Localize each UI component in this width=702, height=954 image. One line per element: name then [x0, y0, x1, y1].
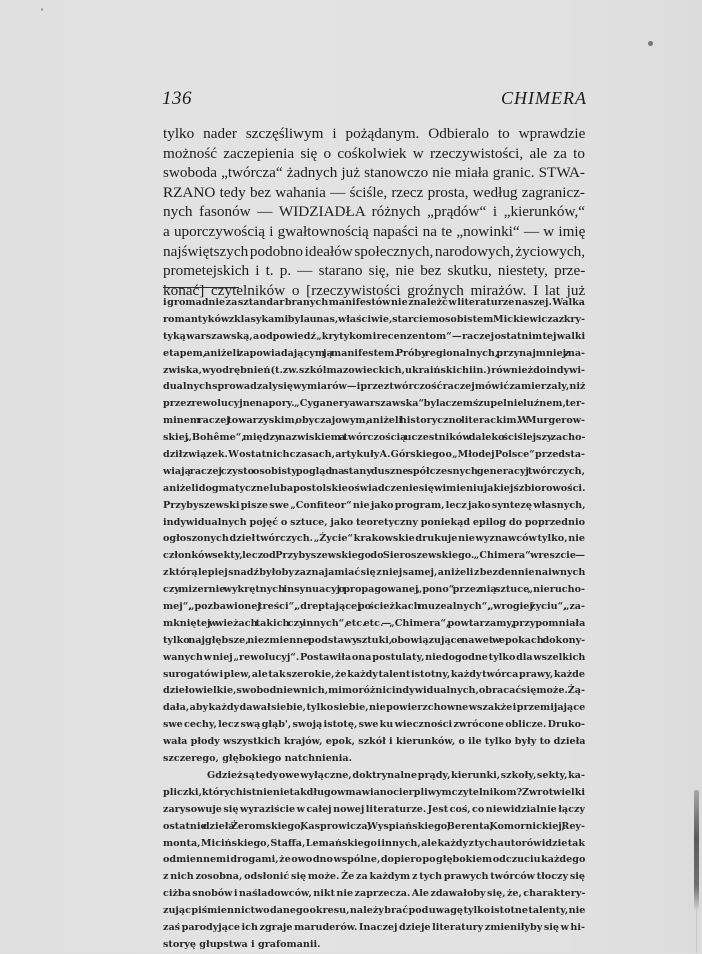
- footnote-line: przez rewolucyjne napory. „Cyganerya warszawska“ byla czemś zupelnie luźnem, ter-: [163, 398, 585, 410]
- footnote-line: dała, aby każdy dawał siebie, tylko siebie, nie powierzchowne wszakże i przemijające: [163, 702, 585, 714]
- footnote-line: zując piśmiennictwo danego okresu, należy brać pod uwagę tylko istotne talenty, nie: [163, 905, 585, 917]
- footnote-line: członków sekty, lecz od Przybyszewskiego do Sieroszewskiego. „Chimera“ wreszcie —: [163, 550, 585, 562]
- footnote-line: i gromadnie za sztandar branych manifestów nie znależć w literaturze naszej. Walka: [163, 297, 585, 308]
- footnote-line: dził związek. W ostatnich czasach, artykuły A. Górskiego o „Młodej Polsce“ przedsta-: [163, 449, 585, 461]
- text-line: swoboda „twórcza“ żadnych już stanowczo nie miała granic. STWA-: [163, 164, 585, 182]
- text-line: RZANO tedy bez wahania — ściśle, rzecz prosta, według zagranicz-: [163, 183, 585, 201]
- footnote-line: odmiennemi drogami, że owo dno wspólne, dopiero po głębokiem odczuciu każdego: [163, 854, 585, 866]
- footnote-line: storyę głupstwa i grafomanii.: [163, 938, 321, 950]
- binding-edge: [694, 790, 699, 910]
- footnote-line: minem raczej towarzyskim, obyczajowym, aniżeli historyczno - literackim. W Murgerow-: [163, 415, 585, 427]
- text-line: nych fasonów — WIDZIADŁA różnych „prądów“ i „kierunków,“: [163, 203, 585, 221]
- footnote-line: Gdzież są tedy owe wyłączne, doktrynalne prądy, kierunki, szkoły, sekty, ka-: [207, 769, 585, 781]
- binding-line: [696, 910, 697, 953]
- footnote-line: wała płody wszystkich krajów, epok, szkół i kierunków, o ile tylko były to dzieła: [163, 736, 585, 748]
- running-title: CHIMERA: [501, 88, 587, 108]
- footnote-line: zwiska, wyodrębnień (t. zw. szkól mazowieckich, ukraińskich i in.) również do indywi-: [163, 364, 585, 376]
- footnote-line: indywidualnych pojęć o sztuce, jako teoretyczny poniekąd epilog do poprzednio: [163, 516, 585, 528]
- footnote-line: skiej „Bohême“, między nazwiskiem a twórczością uczestników daleko ściślejszy zacho-: [163, 432, 585, 444]
- footnote-line: szczerego, głębokiego natchnienia.: [163, 753, 352, 765]
- page-number: 136: [162, 88, 192, 109]
- text-line: a uporczywością i gwałtownością napaści na te „nowinki“ — w imię: [163, 222, 586, 240]
- footnote-line: pliczki, których istnienie tak długo wmawiano cierpliwym czytelnikom? Zwrot wielki: [163, 786, 585, 798]
- footnote-line: wiają raczej czysto osobisty pogląd na stany duszne spółczesnych generacyj twórczych,: [163, 465, 585, 477]
- footnote-line: tyką warszawską, a odpowiedź „krytykom i recenzentom“ — raczej ostatnim tej walki: [163, 330, 585, 342]
- paper-speck: [41, 8, 43, 11]
- footnote-line: swe cechy, lecz swą głąb', swoją istotę, swe ku wieczności zwrócone oblicze. Druko-: [163, 719, 585, 731]
- footnote-line: Przybyszewski pisze swe „Confiteor“ nie jako program, lecz jako syntezę własnych,: [163, 499, 585, 511]
- footnote-line: zarysowuje się wyraziście w całej nowej literaturze. Jest coś, co niewidzialnie łączy: [163, 803, 585, 815]
- footnote-line: zaś parodyjące ich zgraje maruderów. Inaczej dzieje literatury zmieniłyby się w hi-: [163, 921, 585, 933]
- paper-speck: [648, 41, 653, 46]
- text-line: najświętszych podobno ideałów społecznych, narodowych, życiowych,: [163, 242, 585, 260]
- page-header: [162, 88, 587, 112]
- footnote-line: mej“, „pozbawionej treści“, „dreptającej po ścieżkach muzealnych“, „wrogiej życiu“, „za-: [163, 601, 585, 613]
- footnote-line: ogłoszonych dzieł twórczych. „Życie“ krakowskie drukuje nie wyznawców tylko, nie: [163, 533, 585, 545]
- footnote-line: monta, Micińskiego, Staffa, Lemańskiego i innych, ale każdy z tych autorów idzie tak: [163, 837, 585, 849]
- footnote-line: z którą lepiej snadź byłoby zaznajamiać się z niej samej, aniżeli z bezdennie naiwnych: [163, 567, 585, 579]
- footnote-line: z nich zosobna, odsłonić się może. Że za każdym z tych prawych twórców tłoczy się: [163, 871, 585, 883]
- footnote-line: tylko najgłębsze, niezmienne podstawy sztuki, obowiązujące nawet w epokach dokony-: [163, 634, 585, 646]
- main-text-block: [163, 124, 585, 300]
- footnote-line: dualnych sprowadzaly się wymiarów — i przez twórczość raczej mówić zamierzaly, niż: [163, 381, 585, 393]
- text-line: prometejskich i t. p. — starano się, nie bez skutku, niestety, prze-: [163, 262, 586, 280]
- footnote-divider: [163, 287, 239, 288]
- footnote-line: czy mizernie wykrętnych insynuacyj o propagowanej „pono“ przez nią sztuce „nierucho-: [163, 584, 585, 596]
- footnote-line: ostatnie dzieła Żeromskiego, Kasprowicza, Wyspiańskiego, Berenta, Komornickiej, Rey-: [163, 820, 585, 832]
- text-line: konać] czytelników o [rzeczywistości groźnych mirażów. I lat już: [163, 281, 586, 299]
- footnote-line: romantyków z klasykami byla u nas, właściwie, starciem osobistem Mickiewicza z kry-: [163, 313, 585, 325]
- footnote-line: ciżba snobów i naśladowców, nikt nie zaprzecza. Ale zdawałoby się, że, charaktery-: [163, 888, 585, 900]
- footnote-line: wanych w niej „rewolucyj“. Postawiła ona postulaty, niedogodne tylko dla wszelkich: [163, 651, 585, 663]
- footnote-line: surogatów i plew, ale tak szerokie, że każdy talent istotny, każdy twórca prawy, każde: [163, 668, 585, 680]
- footnote-block: [163, 295, 585, 954]
- footnote-line: etapem, aniżeli zapowiadającym ją manifestem. Próby regionalnych, przynajmniej z na-: [163, 347, 585, 359]
- text-line: tylko nader szczęśliwym i pożądanym. Odbieralo to wprawdzie: [163, 125, 586, 142]
- footnote-line: aniżeli dogmatyczne lub apostolskie oświadczenie się w imieniu jakiejś zbiorowości.: [163, 482, 585, 494]
- footnote-line: mkniętej w wieżach takich czy innych“, etc. etc. — „Chimera“, powtarzamy, przypomniała: [163, 617, 585, 629]
- footnote-line: dzieło wielkie, swobodnie w nich, mimo różnic indywidualnych, obracać się może. Żą-: [163, 685, 585, 697]
- text-line: możność zaczepienia się o cośkolwiek w rzeczywistości, ale za to: [163, 144, 585, 162]
